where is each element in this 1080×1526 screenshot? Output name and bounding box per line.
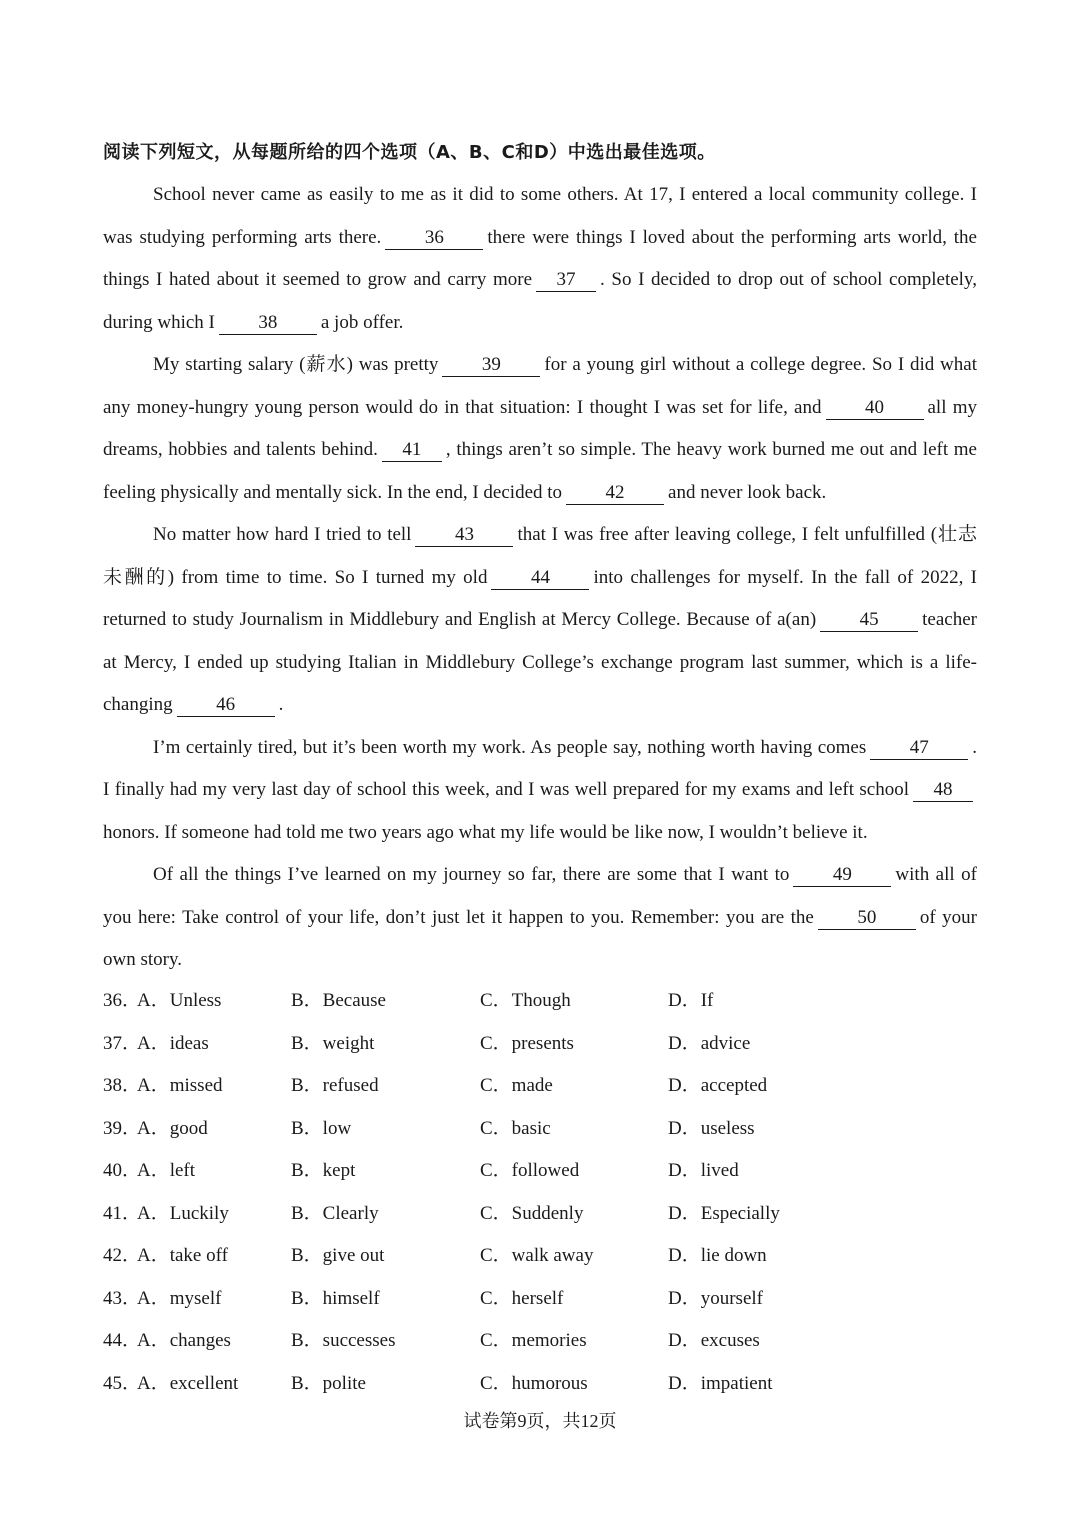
option-a: A．take off [137,1245,228,1266]
passage-text: Of all the things I’ve learned on my journey so far, there are some that I want to [153,864,790,885]
option-b: B．low [291,1117,352,1139]
option-c: C．memories [480,1330,587,1351]
option-d: D．accepted [668,1075,768,1096]
question-row [103,980,977,1023]
option-b: B．polite [291,1372,366,1394]
question-row [103,1278,977,1321]
question-row [103,1320,977,1363]
blank-50: 50 [818,907,916,930]
option-a: A．good [137,1117,208,1139]
option-a: A．excellent [137,1372,239,1394]
option-c: C．Though [480,990,571,1011]
option-d: D．advice [668,1032,751,1054]
blank-48: 48 [913,779,973,802]
passage-text: that I was free after leaving college, I felt unfulfilled (壮志未酬的) from time to time. So I turned my old [103,524,977,588]
paragraph-4 [103,727,977,855]
option-d: D．If [668,990,714,1011]
passage-text: teacher at Mercy, I ended up studying Italian in Middlebury College’s exchange program last summer, which is a life-changing [103,609,977,715]
option-b: B．himself [291,1287,380,1309]
option-a: A．missed [137,1075,223,1096]
blank-40: 40 [826,397,924,420]
blank-37: 37 [536,269,596,292]
option-b: B．Clearly [291,1202,379,1224]
question-number: 38． [103,1075,142,1096]
question-number: 40． [103,1160,142,1181]
option-c: C．walk away [480,1245,594,1266]
option-b: B．kept [291,1160,356,1181]
question-number: 45． [103,1372,142,1394]
passage-text: . I finally had my very last day of school this week, and I was well prepared for my exams and left school [103,736,977,800]
option-d: D．impatient [668,1372,773,1394]
option-b: B．Because [291,990,386,1011]
blank-49: 49 [793,864,891,887]
option-c: C．presents [480,1032,574,1054]
option-d: D．useless [668,1117,755,1139]
passage-text: all my dreams, hobbies and talents behind. [103,396,977,460]
option-b: B．refused [291,1075,379,1096]
blank-45: 45 [820,609,918,632]
passage-text: . So I decided to drop out of school completely, during which I [103,269,977,333]
question-row [103,1150,977,1193]
option-c: C．made [480,1075,553,1096]
paragraph-3 [103,514,977,727]
passage-text: School never came as easily to me as it did to some others. At 17, I entered a local community college. I was studying performing arts there. [103,184,977,248]
question-number: 44． [103,1330,142,1351]
option-a: A．ideas [137,1032,209,1054]
option-c: C．basic [480,1117,551,1139]
option-c: C．Suddenly [480,1202,584,1224]
passage-text: of your own story. [103,906,978,970]
blank-39: 39 [442,354,540,377]
blank-36: 36 [385,227,483,250]
question-number: 39． [103,1117,142,1139]
blank-47: 47 [870,737,968,760]
passage-text: No matter how hard I tried to tell [153,524,412,545]
page-footer: 试卷第9页，共12页 [463,1411,617,1431]
option-c: C．herself [480,1287,564,1309]
blank-41: 41 [382,439,442,462]
blank-38: 38 [219,312,317,335]
passage-text: , things aren’t so simple. The heavy work burned me out and left me feeling physically and mentally sick. In the end, I decided to [103,439,977,503]
passage-text: there were things I loved about the performing arts world, the things I hated about it seemed to grow and carry more [103,226,977,290]
option-d: D．yourself [668,1287,763,1309]
question-row [103,1108,977,1151]
question-row [103,1235,977,1278]
option-a: A．myself [137,1287,222,1309]
option-d: D．excuses [668,1330,760,1351]
option-d: D．lived [668,1160,739,1181]
passage-text: for a young girl without a college degree. So I did what any money-hungry young person would do in that situation: I thought I was set for life, and [103,354,977,418]
option-d: D．Especially [668,1202,780,1224]
option-d: D．lie down [668,1245,767,1266]
blank-43: 43 [415,524,513,547]
question-row [103,1363,977,1406]
option-a: A．Unless [137,990,222,1011]
question-number: 43． [103,1287,142,1309]
paragraph-1 [103,174,977,344]
option-a: A．left [137,1160,196,1181]
passage-text: into challenges for myself. In the fall of 2022, I returned to study Journalism in Middlebury and English at Mercy College. Because of a(an) [103,566,977,630]
paragraph-2 [103,344,977,514]
cloze-passage [103,174,977,982]
passage-text: a job offer. [320,311,404,333]
question-row [103,1193,977,1236]
question-row [103,1023,977,1066]
passage-text: and never look back. [668,481,827,503]
option-b: B．give out [291,1245,385,1266]
passage-text: My starting salary (薪水) was pretty [153,354,439,375]
instruction-heading: 阅读下列短文，从每题所给的四个选项（A、B、C和D）中选出最佳选项。 [103,142,716,163]
answer-options [103,980,977,1405]
paragraph-5 [103,854,977,982]
option-b: B．weight [291,1032,375,1054]
option-a: A．changes [137,1330,231,1351]
option-b: B．successes [291,1330,396,1351]
passage-text: I’m certainly tired, but it’s been worth my work. As people say, nothing worth having comes [153,736,867,758]
question-number: 41． [103,1202,142,1224]
option-c: C．followed [480,1160,580,1181]
passage-text: honors. If someone had told me two years ago what my life would be like now, I wouldn’t believe it. [103,821,868,843]
blank-44: 44 [491,567,589,590]
option-c: C．humorous [480,1372,588,1394]
question-row [103,1065,977,1108]
blank-42: 42 [566,482,664,505]
option-a: A．Luckily [137,1202,229,1224]
blank-46: 46 [177,694,275,717]
question-number: 42． [103,1245,142,1266]
question-number: 37． [103,1032,142,1054]
passage-text: . [278,694,284,715]
passage-text: with all of you here: Take control of your life, don’t just let it happen to you. Remember: you are the [103,864,977,928]
question-number: 36． [103,990,142,1011]
